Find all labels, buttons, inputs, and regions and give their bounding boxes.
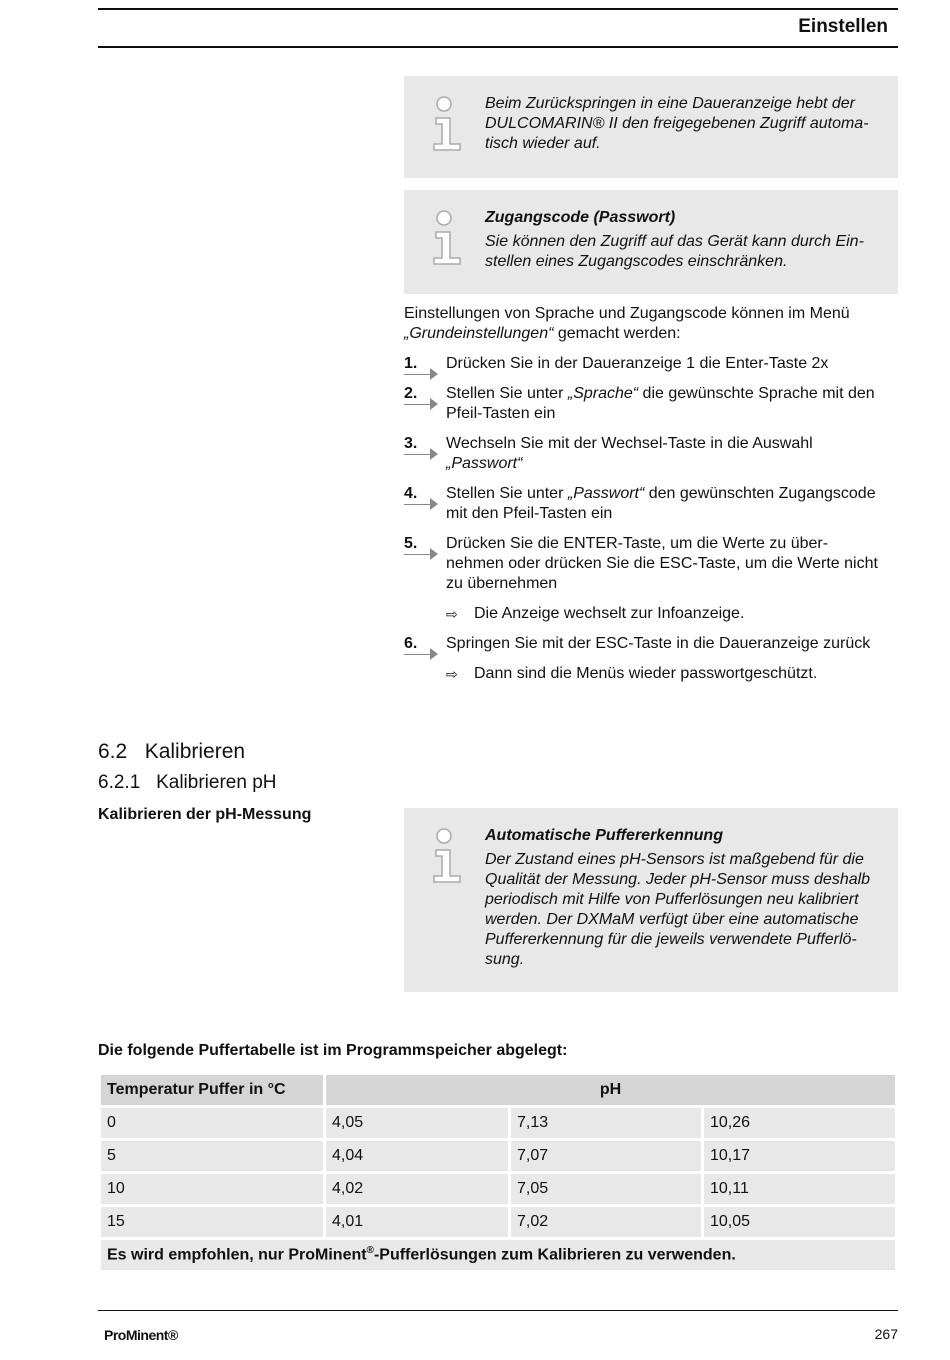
note-1-line-2: DULCOMARIN® II den freigegebenen Zugriff automa- <box>485 115 869 132</box>
menu-name: „Grundeinstellungen“ <box>404 325 554 342</box>
step-number: 1. <box>404 354 440 378</box>
note-1-line-1: Beim Zurückspringen in eine Daueranzeige hebt der <box>485 95 855 112</box>
table-row <box>101 1108 895 1138</box>
cell-ph: 4,02 <box>326 1174 508 1204</box>
info-note-1 <box>404 76 898 178</box>
info-icon <box>430 828 464 884</box>
footer-rule <box>98 1310 898 1311</box>
intro-line-2 <box>404 324 898 344</box>
result-arrow-icon: ⇨ <box>446 666 458 682</box>
result-arrow-icon: ⇨ <box>446 606 458 622</box>
cell-ph: 7,02 <box>511 1207 701 1237</box>
cell-temp: 15 <box>101 1207 323 1237</box>
step-2 <box>404 384 898 424</box>
step-4-emphasis: „Passwort“ <box>567 485 645 502</box>
prominent-logo: ProMinent® <box>104 1327 178 1343</box>
note-2-line-1: Sie können den Zugriff auf das Gerät kann durch Ein- <box>485 233 864 250</box>
intro-line-2-rest: gemacht werden: <box>553 325 681 342</box>
header-temperature: Temperatur Puffer in °C <box>101 1075 323 1105</box>
table-caption: Die folgende Puffertabelle ist im Programmspeicher abgelegt: <box>98 1042 568 1059</box>
step-2-pre: Stellen Sie unter <box>446 385 568 402</box>
header-top-rule <box>98 8 898 10</box>
table-footer-row <box>101 1240 895 1270</box>
info-note-2 <box>404 190 898 294</box>
cell-temp: 10 <box>101 1174 323 1204</box>
step-3-emphasis: „Passwort“ <box>446 455 523 472</box>
cell-temp: 5 <box>101 1141 323 1171</box>
info-note-3 <box>404 808 898 992</box>
step-1 <box>404 354 898 374</box>
subsection-heading: 6.2.1 Kalibrieren pH <box>98 772 277 793</box>
cell-temp: 0 <box>101 1108 323 1138</box>
step-3-line-1: Wechseln Sie mit der Wechsel-Taste in die Auswahl <box>446 435 813 452</box>
note-3-line-6: sung. <box>485 951 525 968</box>
step-5-line-3: zu übernehmen <box>446 575 558 592</box>
subsubsection-heading: Kalibrieren der pH-Messung <box>98 806 312 823</box>
cell-ph: 4,05 <box>326 1108 508 1138</box>
step-2-line-2: Pfeil-Tasten ein <box>446 405 556 422</box>
note-2-heading: Zugangscode (Passwort) <box>485 209 676 226</box>
step-6 <box>404 634 898 654</box>
note-3-line-3: periodisch mit Hilfe von Pufferlösungen neu kalibriert <box>485 891 859 908</box>
buffer-table <box>98 1072 898 1273</box>
info-icon <box>430 210 464 266</box>
header-ph: pH <box>326 1075 895 1105</box>
step-5 <box>404 534 898 594</box>
table-row <box>101 1141 895 1171</box>
header-title: Einstellen <box>798 16 888 37</box>
page-number: 267 <box>874 1326 898 1342</box>
step-number: 5. <box>404 534 440 558</box>
note-3-line-5: Puffererkennung für die jeweils verwendete Pufferlö- <box>485 931 857 948</box>
footer-note-post: -Pufferlösungen zum Kalibrieren zu verwenden. <box>373 1246 736 1264</box>
intro-paragraph <box>404 304 898 344</box>
step-5-line-2: nehmen oder drücken Sie die ESC-Taste, um die Werte nicht <box>446 555 878 572</box>
cell-ph: 10,05 <box>704 1207 895 1237</box>
cell-ph: 10,17 <box>704 1141 895 1171</box>
cell-ph: 7,13 <box>511 1108 701 1138</box>
note-1-line-3: tisch wieder auf. <box>485 135 601 152</box>
cell-ph: 7,05 <box>511 1174 701 1204</box>
note-3-line-1: Der Zustand eines pH-Sensors ist maßgebend für die <box>485 851 864 868</box>
step-3-line-2 <box>446 454 898 474</box>
footer-note-pre: Es wird empfohlen, nur ProMinent <box>107 1246 367 1264</box>
cell-ph: 10,26 <box>704 1108 895 1138</box>
intro-line-1: Einstellungen von Sprache und Zugangscode können im Menü <box>404 305 850 322</box>
step-4-line-2: mit den Pfeil-Tasten ein <box>446 505 613 522</box>
step-2-line-1 <box>446 384 898 404</box>
result-2-text: Dann sind die Menüs wieder passwortgeschützt. <box>474 665 818 682</box>
step-5-result <box>446 604 898 624</box>
step-4-line-1 <box>446 484 898 504</box>
header-bottom-rule <box>98 46 898 48</box>
cell-ph: 10,11 <box>704 1174 895 1204</box>
step-1-text: Drücken Sie in der Daueranzeige 1 die Enter-Taste 2x <box>446 355 829 372</box>
note-2-line-2: stellen eines Zugangscodes einschränken. <box>485 253 788 270</box>
table-header-row <box>101 1075 895 1105</box>
step-number: 6. <box>404 634 440 658</box>
note-3-line-2: Qualität der Messung. Jeder pH-Sensor muss deshalb <box>485 871 871 888</box>
step-2-post: die gewünschte Sprache mit den <box>638 385 875 402</box>
note-3-line-4: werden. Der DXMaM verfügt über eine automatische <box>485 911 859 928</box>
step-5-line-1: Drücken Sie die ENTER-Taste, um die Werte zu über- <box>446 535 829 552</box>
step-6-result <box>446 664 898 684</box>
step-2-emphasis: „Sprache“ <box>567 385 639 402</box>
step-number: 3. <box>404 434 440 458</box>
table-row <box>101 1174 895 1204</box>
step-4-pre: Stellen Sie unter <box>446 485 568 502</box>
info-icon <box>430 96 464 152</box>
table-footer-note <box>101 1240 895 1270</box>
step-number: 4. <box>404 484 440 508</box>
section-heading: 6.2 Kalibrieren <box>98 740 246 763</box>
note-3-heading: Automatische Puffererkennung <box>485 827 723 844</box>
step-3 <box>404 434 898 474</box>
step-6-text: Springen Sie mit der ESC-Taste in die Daueranzeige zurück <box>446 635 871 652</box>
step-number: 2. <box>404 384 440 408</box>
cell-ph: 4,04 <box>326 1141 508 1171</box>
step-4-post: den gewünschten Zugangscode <box>644 485 876 502</box>
cell-ph: 4,01 <box>326 1207 508 1237</box>
table-row <box>101 1207 895 1237</box>
footer-note-sup: ® <box>366 1245 374 1257</box>
step-4 <box>404 484 898 524</box>
result-1-text: Die Anzeige wechselt zur Infoanzeige. <box>474 605 745 622</box>
cell-ph: 7,07 <box>511 1141 701 1171</box>
